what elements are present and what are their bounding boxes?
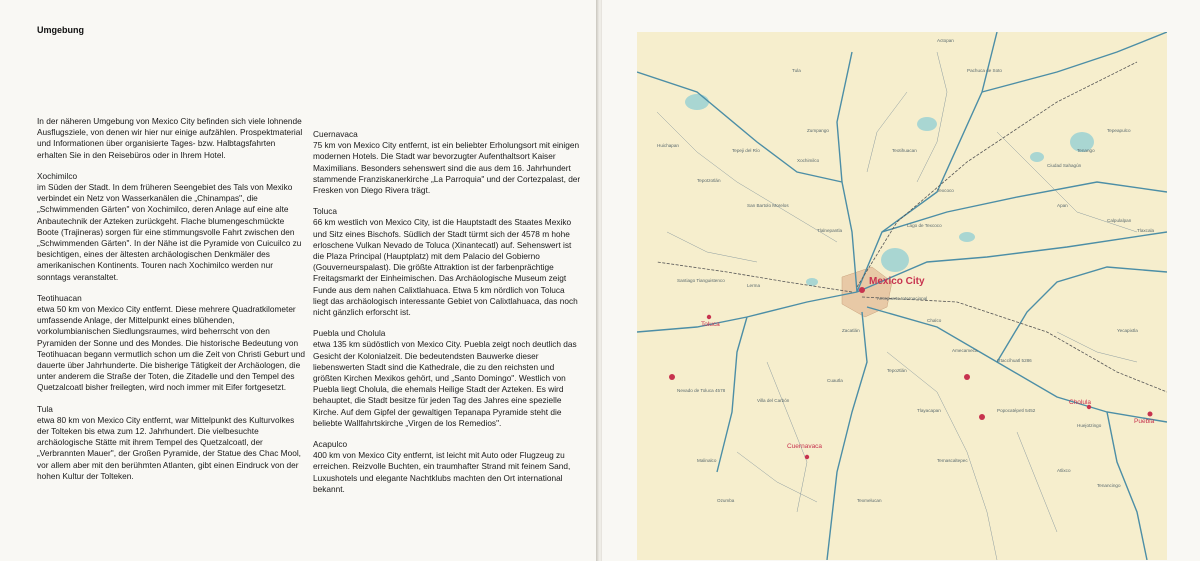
map-place-label: Xochimilco <box>797 158 820 163</box>
section-title: Cuernavaca <box>313 129 358 139</box>
section-title: Teotihuacan <box>37 292 82 303</box>
map-place-label: Tlalnepantla <box>817 228 843 233</box>
volcano-marker <box>964 374 970 380</box>
toluca-marker <box>707 315 711 319</box>
map-place-label: Texmelucan <box>857 498 882 503</box>
map-label-cholula: Cholula <box>1069 399 1092 406</box>
map-place-label: Villa del Carbón <box>757 398 790 403</box>
section-teotihuacan <box>37 293 305 394</box>
map-label-puebla: Puebla <box>1134 418 1155 425</box>
map-place-label: Chalco <box>927 318 942 323</box>
text-column-1 <box>37 116 305 492</box>
map-place-label: Apan <box>1057 203 1068 208</box>
section-xochimilco <box>37 171 305 283</box>
map-place-label: Actopan <box>937 38 954 43</box>
text-column-2 <box>313 129 581 505</box>
map-label-toluca: Toluca <box>701 321 720 328</box>
section-title: Acapulco <box>313 439 348 450</box>
map-place-label: Atlixco <box>1057 468 1071 473</box>
region-map <box>637 32 1167 560</box>
cuernavaca-marker <box>805 455 809 459</box>
lake <box>806 278 818 286</box>
section-body: 75 km von Mexico City entfernt, ist ein beliebter Erholungsort mit einigen modernen Hotels. Die Stadt war bevorzugter Aufenthaltsort Kaiser Maximilians. Besonders sehenswert sind die aus dem 16. Jahrhundert stammende Franziskanerkirche „La Parroquia" und der Cortezpalast, der Fresken von Diego Rivera trägt. <box>313 140 581 196</box>
section-title: Puebla und Cholula <box>313 328 386 339</box>
section-body: im Süden der Stadt. In dem früheren Seengebiet des Tals von Mexiko verbindet ein Netz von Wasserkanälen die „Chinampas", die „Schwimmenden Gärten" von Xochimilco, deren Anlage auf eine alte Anbautechnik der Azteken zurückgeht. Flache blumengeschmückte Boote (Trajineras) sorgen für eine stimmungsvolle Fahrt zwischen den „Schwimmenden Gärten". In der Nähe ist die Pyramide von Cuicuilco zu besichtigen, eines der ältesten archäologischen Denkmäler des amerikanischen Kontinents. Touren nach Xochimilco werden nur sonntags veranstaltet. <box>37 182 302 282</box>
lake <box>1030 152 1044 162</box>
section-tula <box>37 404 305 482</box>
map-place-label: Tenango <box>1077 148 1095 153</box>
map-place-label: Lago de Texcoco <box>907 223 942 228</box>
map-place-label: Malinalco <box>697 458 717 463</box>
map-place-label: Texcoco <box>937 188 954 193</box>
section-body: 66 km westlich von Mexico City, ist die Hauptstadt des Staates Mexiko und Sitz eines Bischofs. Südlich der Stadt türmt sich der 4578 m hohe erloschene Vulkan Nevado de Toluca (Xinantecatl) auf. Sehenswert ist die Plaza Principal (Hauptplatz) mit dem Palacio del Gobierno (Gouverneurspalast). Die größte Attraktion ist der farbenprächtige Freitagsmarkt der Einheimischen. Das Archäologische Museum zeigt Funde aus dem nahen Calixtlahuaca. Etwa 5 km nördlich von Toluca liegt das archäologisch interessante Gebiet von Calixtlahuaca, das noch nicht gänzlich erforscht ist. <box>313 217 578 318</box>
page-heading: Umgebung <box>37 25 84 35</box>
section-puebla-cholula <box>313 328 581 429</box>
map-place-label: Ozumba <box>717 498 735 503</box>
map-place-label: Tepoztlán <box>887 368 907 373</box>
map-place-label: Cuautla <box>827 378 843 383</box>
map-place-label: Lerma <box>747 283 761 288</box>
map-place-label: Yecapixtla <box>1117 328 1138 333</box>
section-cuernavaca <box>313 129 581 196</box>
map-place-label: Tlayacapan <box>917 408 941 413</box>
section-body: etwa 135 km südöstlich von Mexico City. Puebla zeigt noch deutlich das Gesicht der Kolonialzeit. Die bedeutendsten Bauwerke dieser liebenswerten Stadt sind die Kathedrale, die zu den reichsten und größten Kirchen Mexikos gehört, und „Santo Domingo". Westlich von Puebla liegt Cholula, die ehemals Heilige Stadt der Azteken. Es wird behauptet, die Stadt besitze für jeden Tag des Jahres eine spezielle Kirche. Auf dem Gipfel der gewaltigen Tepanapa Pyramide steht die beliebte Wallfahrtskirche „Virgen de los Remedios". <box>313 339 577 428</box>
map-place-label: Temascaltepec <box>937 458 968 463</box>
left-page <box>0 0 598 561</box>
map-place-label: Tepeapulco <box>1107 128 1131 133</box>
section-acapulco <box>313 439 581 495</box>
map-place-label: Santiago Tianguistenco <box>677 278 725 283</box>
map-label-cuernavaca: Cuernavaca <box>787 443 823 450</box>
volcano-marker <box>979 414 985 420</box>
map-place-label: Aeropuerto Internacional <box>877 296 928 301</box>
map-place-label: Zumpango <box>807 128 829 133</box>
section-title: Toluca <box>313 206 337 217</box>
puebla-marker <box>1148 412 1153 417</box>
section-title: Xochimilco <box>37 170 78 181</box>
map-place-label: Teotihuacan <box>892 148 917 153</box>
section-body: etwa 50 km von Mexico City entfernt. Diese mehrere Quadratkilometer umfassende Anlage, der Mittelpunkt eines blühenden, vorkolumbianischen Siedlungsraumes, wird beherrscht von den Pyramiden der Sonne und des Mondes. Die historische Bedeutung von Teotihuacan begann vermutlich schon um die Zeit von Christi Geburt und dauerte über Jahrhunderte. Die bisherige Tätigkeit der Archäologen, die unter anderem die Straße der Toten, die Zitadelle und den Tempel des Quetzalcoatl bisher freilegten, wird noch immer mit Eifer fortgesetzt. <box>37 304 305 393</box>
map-place-label: Ciudad Sahagún <box>1047 163 1082 168</box>
right-page <box>602 0 1200 561</box>
map-place-label: Zacatlán <box>842 328 860 333</box>
map-graphic <box>637 32 1167 560</box>
intro-paragraph: In der näheren Umgebung von Mexico City befinden sich viele lohnende Ausflugsziele, von denen wir hier nur einige aufzählen. Prospektmaterial und Informationen über organisierte Tages- bzw. Halbtagsfahrten erhalten Sie in den Reisebüros oder in Ihrem Hotel. <box>37 116 303 160</box>
lake <box>917 117 937 131</box>
lake <box>959 232 975 242</box>
map-place-label: Tepotzotlán <box>697 178 721 183</box>
map-place-label: Tepeji del Río <box>732 148 760 153</box>
map-place-label: Amecameca <box>952 348 978 353</box>
map-place-label: Popocatépetl 5452 <box>997 408 1036 413</box>
map-place-label: Tlaxcala <box>1137 228 1155 233</box>
volcano-marker <box>669 374 675 380</box>
map-place-label: Calpulalpan <box>1107 218 1132 223</box>
map-place-label: Iztaccíhuatl 5286 <box>997 358 1032 363</box>
section-body: 400 km von Mexico City entfernt, ist leicht mit Auto oder Flugzeug zu erreichen. Reizvolle Buchten, ein traumhafter Strand mit feinem Sand, Luxushotels und elegante Nachtklubs machten den Ort international bekannt. <box>313 450 571 494</box>
section-body: etwa 80 km von Mexico City entfernt, war Mittelpunkt des Kulturvolkes der Tolteken bis etwa zum 12. Jahrhundert. Die vielbesuchte archäologische Stätte mit ihrem Tempel des Quetzalcoatl, der „Verbrannten Mauer", der Großen Pyramide, der Statue des Chac Mool, vor allem aber mit den berühmten Atlanten, gibt einen Eindruck von der hohen Kultur der Tolteken. <box>37 414 301 481</box>
lake <box>685 94 709 110</box>
lake-texcoco <box>881 248 909 272</box>
map-place-label: Nevado de Toluca 4578 <box>677 388 726 393</box>
section-title: Tula <box>37 403 53 414</box>
map-place-label: Tula <box>792 68 801 73</box>
section-toluca <box>313 206 581 318</box>
map-label-mexico-city: Mexico City <box>869 276 925 287</box>
map-place-label: Huejotzingo <box>1077 423 1102 428</box>
mexico-city-marker <box>859 287 865 293</box>
map-place-label: San Bartolo Morelos <box>747 203 789 208</box>
map-place-label: Pachuca de Soto <box>967 68 1002 73</box>
map-place-label: Huichapan <box>657 143 679 148</box>
map-place-label: Tenancingo <box>1097 483 1121 488</box>
